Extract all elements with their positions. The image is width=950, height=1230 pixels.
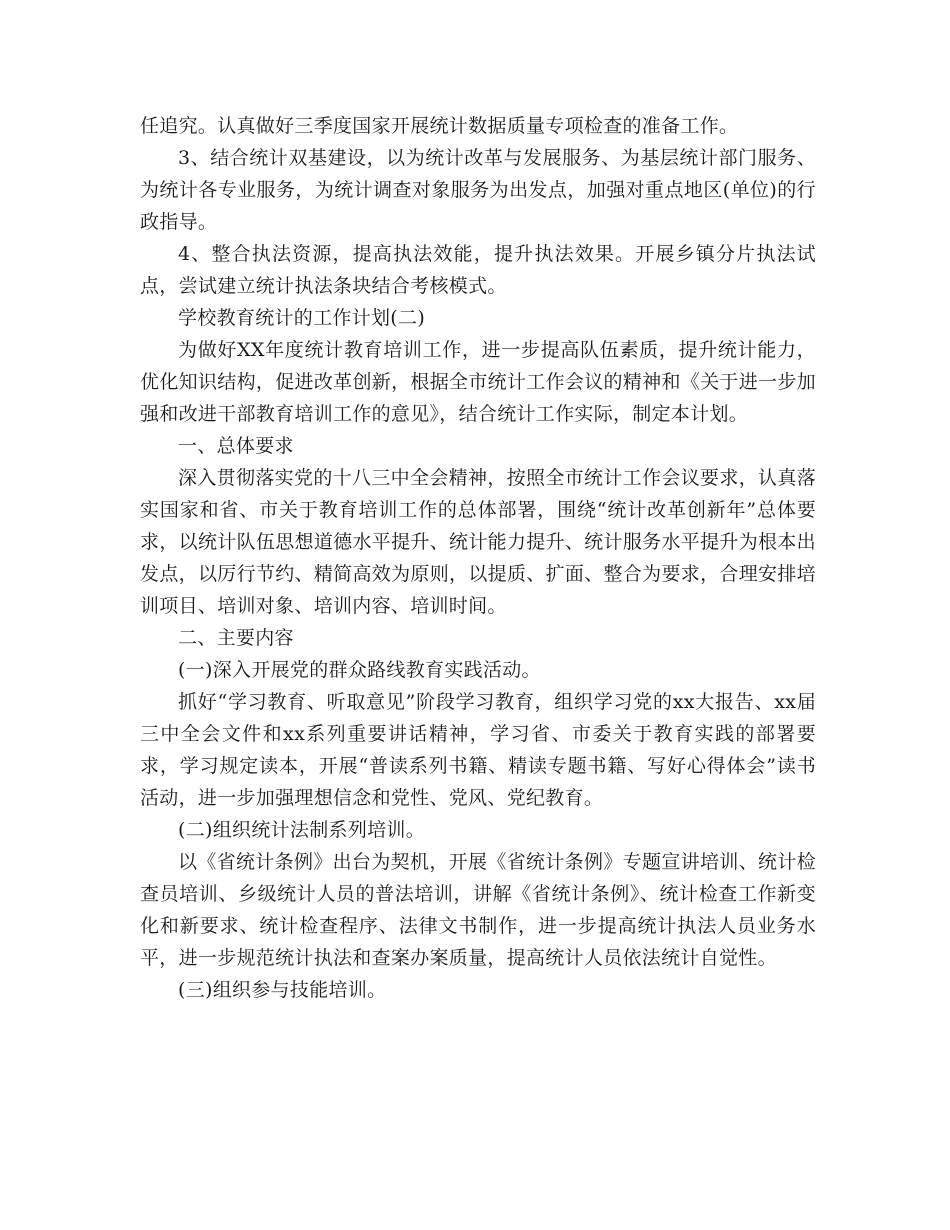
section-title: 学校教育统计的工作计划(二) (178, 307, 426, 329)
subheading-2: (二)组织统计法制系列培训。 (178, 819, 426, 841)
paragraph-general-requirements: 深入贯彻落实党的十八三中全会精神，按照全市统计工作会议要求，认真落实国家和省、市关于教育培训工作的总体部署，围绕“统计改革创新年”总体要求，以统计队伍思想道德水平提升、统计能力提升、统计服务水平提升为根本出发点，以厉行节约、精简高效为原则，以提质、扩面、整合为要求，合理安排培训项目、培训对象、培训内容、培训时间。 (140, 467, 816, 617)
paragraph-item-4: 4、整合执法资源，提高执法效能，提升执法效果。开展乡镇分片执法试点，尝试建立统计执法条块结合考核模式。 (140, 243, 816, 297)
subheading-1: (一)深入开展党的群众路线教育实践活动。 (178, 659, 541, 681)
heading-main-content: 二、主要内容 (178, 627, 294, 649)
heading-general-requirements: 一、总体要求 (178, 435, 294, 457)
paragraph-item-3: 3、结合统计双基建设，以为统计改革与发展服务、为基层统计部门服务、为统计各专业服务，为统计调查对象服务为出发点，加强对重点地区(单位)的行政指导。 (140, 147, 816, 233)
paragraph-subheading-1: 抓好“学习教育、听取意见”阶段学习教育，组织学习党的xx大报告、xx届三中全会文件和xx系列重要讲话精神，学习省、市委关于教育实践的部署要求，学习规定读本，开展“普读系列书籍、精读专题书籍、写好心得体会”读书活动，进一步加强理想信念和党性、党风、党纪教育。 (140, 691, 816, 809)
paragraph-intro: 为做好XX年度统计教育培训工作，进一步提高队伍素质，提升统计能力，优化知识结构，促进改革创新，根据全市统计工作会议的精神和《关于进一步加强和改进干部教育培训工作的意见》，结合统计工作实际，制定本计划。 (140, 339, 816, 425)
subheading-3: (三)组织参与技能培训。 (178, 979, 387, 1001)
paragraph-continuation: 任追究。认真做好三季度国家开展统计数据质量专项检查的准备工作。 (140, 115, 739, 137)
paragraph-subheading-2: 以《省统计条例》出台为契机，开展《省统计条例》专题宣讲培训、统计检查员培训、乡级统计人员的普法培训，讲解《省统计条例》、统计检查工作新变化和新要求、统计检查程序、法律文书制作，进一步提高统计执法人员业务水平，进一步规范统计执法和查案办案质量，提高统计人员依法统计自觉性。 (140, 851, 816, 969)
